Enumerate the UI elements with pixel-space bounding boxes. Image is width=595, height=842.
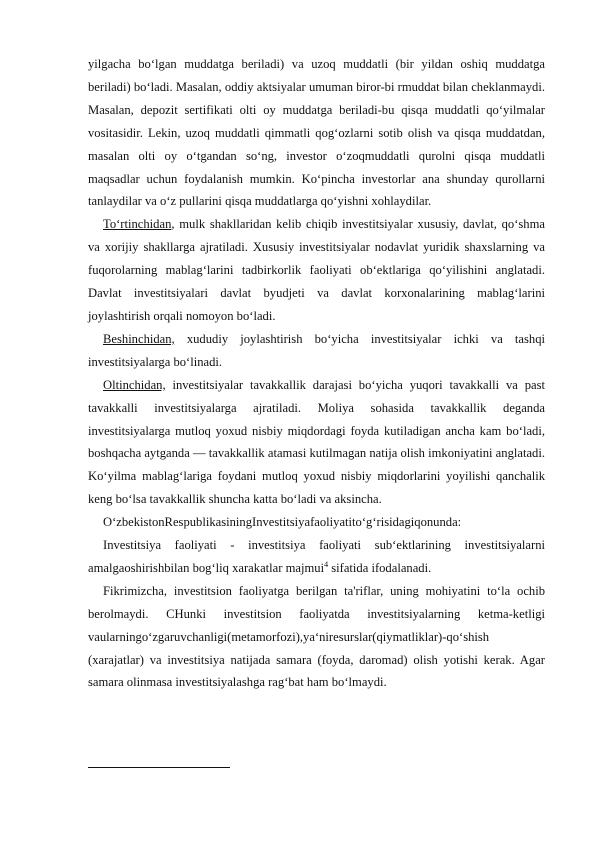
paragraph-definition-start: Investitsiya faoliyati - investitsiya faoliyati sub‘ektlarining investitsiyalarni amalgaoshirishbilan bog‘liq xarakatlar majmui xyxy=(88,538,545,575)
paragraph-definition xyxy=(88,534,545,580)
heading-sixth: Oltinchidan, xyxy=(103,377,166,392)
paragraph-fifth-territorial xyxy=(88,328,545,374)
heading-fifth: Beshinchidan, xyxy=(103,331,175,346)
paragraph-sixth-risk xyxy=(88,374,545,511)
paragraph-fifth-text: xududiy joylashtirish bo‘yicha investitsiyalar ichki va tashqi investitsiyalarga bo‘linadi. xyxy=(88,331,545,369)
heading-fourth: To‘rtinchidan xyxy=(103,217,172,232)
paragraph-opinion: Fikrimizcha, investitsion faoliyatga berilgan ta'riflar, uning mohiyatini to‘la ochib berolmaydi. CHunki investitsion faoliyatda investitsiyalarning ketma-ketligi vaularningo‘zgaruvchanligi(metamorfozi),ya‘niresurslar(qiymatliklar)-qo‘shish (xarajatlar) va investitsiya natijada samara (foyda, daromad) olish yotishi kerak. Agar samara olinmasa investitsiyalashga rag‘bat ham bo‘lmaydi. xyxy=(88,583,545,690)
paragraph-term-types: yilgacha bo‘lgan muddatga beriladi) va uzoq muddatli (bir yildan oshiq muddatga beriladi) bo‘ladi. Masalan, oddiy aktsiyalar umuman biror-bi rmuddat bilan cheklanmaydi. Masalan, depozit sertifikati olti oy muddatga beriladi-bu qisqa muddatli qo‘yilmalar vositasidir. Lekin, uzoq muddatli qimmatli qog‘ozlarni sotib olish va qisqa muddatdan, masalan olti oy o‘tgandan so‘ng, investor o‘zoqmuddatli qurolni qisqa muddatli maqsadlar uchun foydalanish mumkin. Ko‘pincha investorlar ana shunday qurollarni tanlaydilar va o‘z pullarini qisqa muddatlarga qo‘yishni xohlaydilar. xyxy=(88,57,545,209)
paragraph-law-reference: O‘zbekistonRespublikasiningInvestitsiyafaoliyatito‘g‘risidagiqonunda: xyxy=(103,515,462,530)
paragraph-fourth-ownership xyxy=(88,213,545,328)
paragraph-definition-end: sifatida ifodalanadi. xyxy=(328,560,432,575)
footnote-separator xyxy=(88,767,230,768)
footnote-marker: 4 xyxy=(324,559,329,569)
paragraph-fourth-text: , mulk shakllaridan kelib chiqib investitsiyalar xususiy, davlat, qo‘shma va xorijiy shakllarga ajratiladi. Xususiy investitsiyalar nodavlat yuridik shaxslarning va fuqorolarning mablag‘larini tadbirkorlik faoliyati ob‘ektlariga qo‘yilishini anglatadi. Davlat investitsiyalari davlat byudjeti va davlat korxonalarining mablag‘larini joylashtirish orqali nomoyon bo‘ladi. xyxy=(88,217,545,323)
body-text xyxy=(88,53,545,694)
paragraph-sixth-text: investitsiyalar tavakkallik darajasi bo‘yicha yuqori tavakkalli va past tavakkalli investitsiyalarga ajratiladi. Moliya sohasida tavakkallik deganda investitsiyalarga mutloq yoxud nisbiy miqdordagi foyda kutiladigan ancha kam bo‘ladi, boshqacha aytganda — tavakkallik atamasi kutilmagan natija olish imkoniyatini anglatadi. Ko‘yilma mablag‘lariga foydani mutloq yoxud nisbiy miqdorlarini yoyilishi qanchalik keng bo‘lsa tavakkallik shuncha katta bo‘ladi va aksincha. xyxy=(88,377,545,507)
